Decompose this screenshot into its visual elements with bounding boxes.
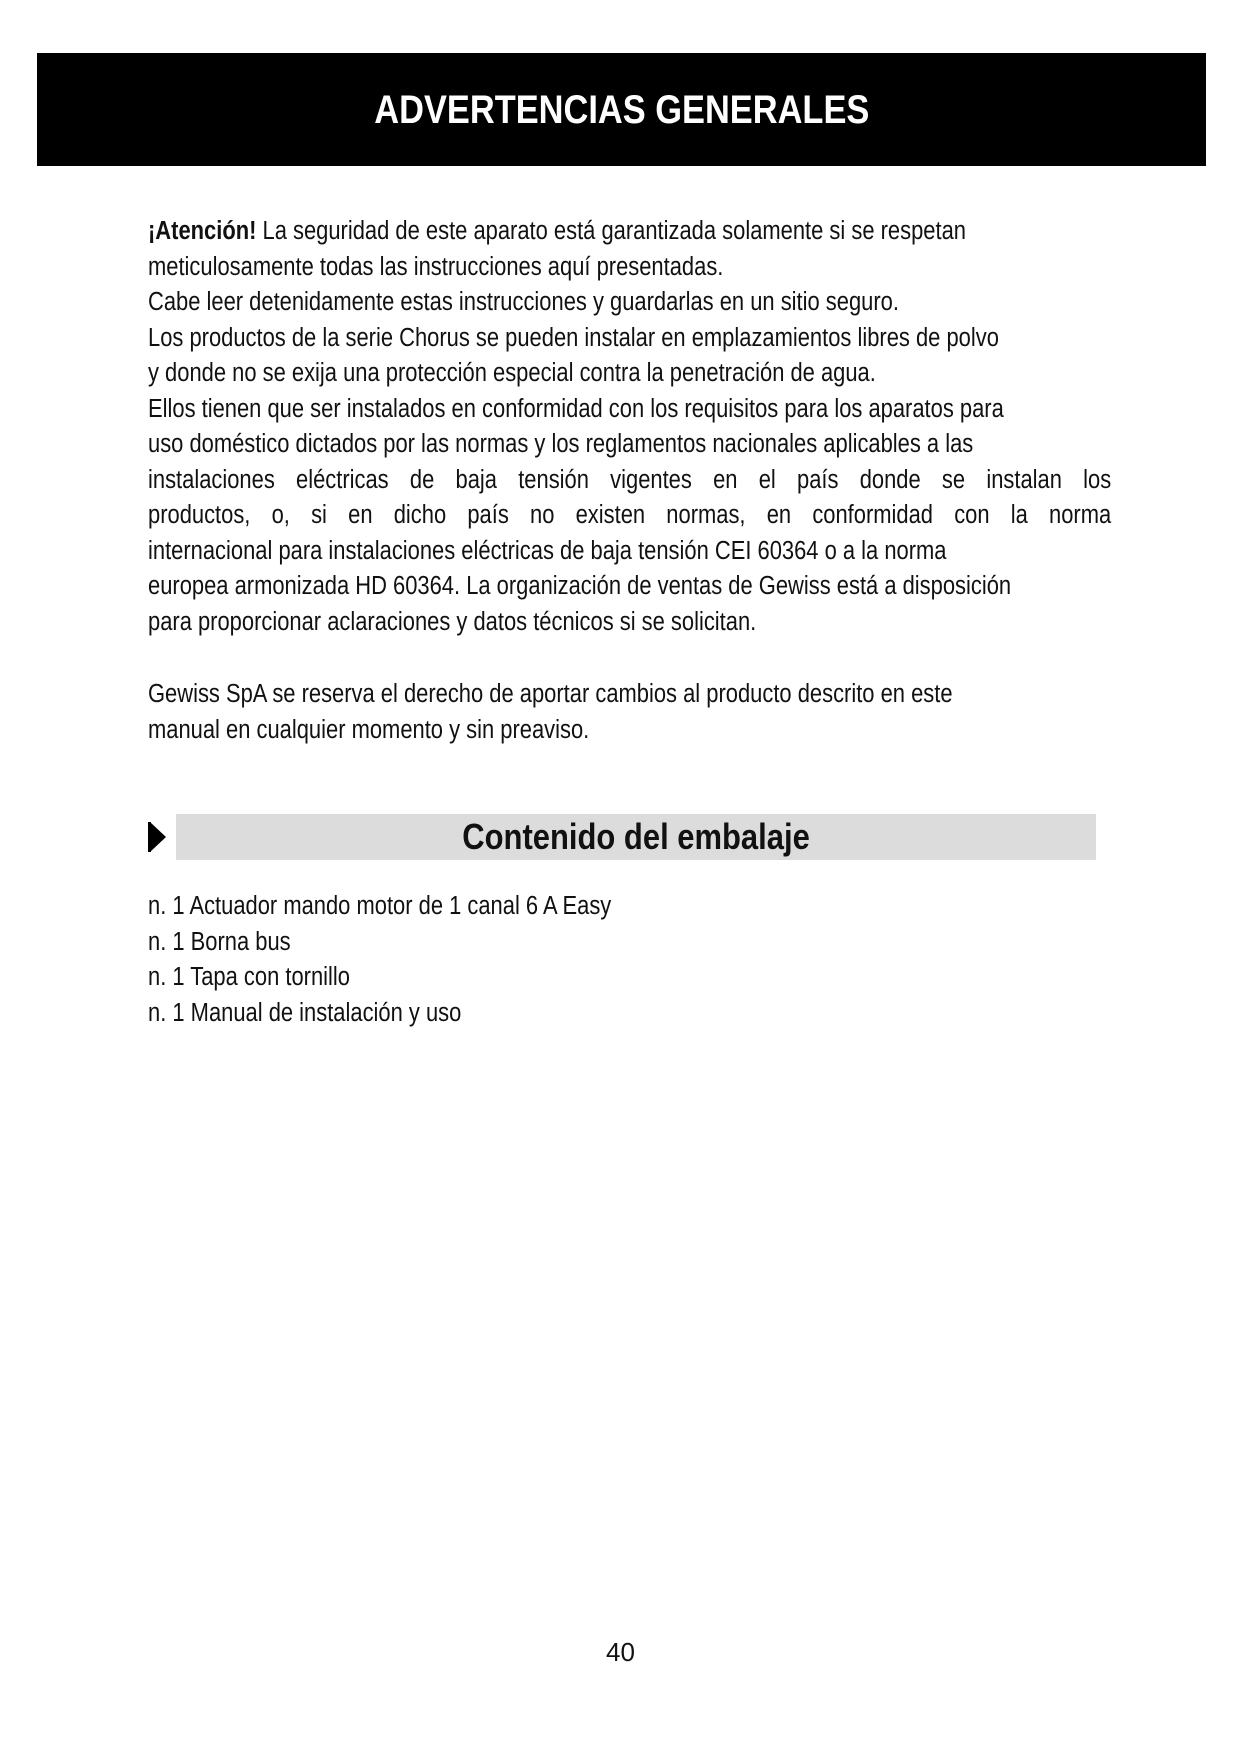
warning-line-8: instalaciones eléctricas de baja tensión vigentes en el país donde se instalan los	[148, 465, 1112, 494]
warning-line-11: europea armonizada HD 60364. La organización de ventas de Gewiss está a disposición	[148, 572, 1012, 600]
notice-paragraph	[148, 677, 1111, 748]
header-bar	[37, 53, 1206, 166]
warning-line-10: internacional para instalaciones eléctricas de baja tensión CEI 60364 o a la norma	[148, 536, 947, 565]
warning-line-1	[148, 214, 1111, 250]
warning-line-3: Cabe leer detenidamente estas instrucciones y guardarlas en un sitio seguro.	[148, 288, 899, 316]
list-item: n. 1 Tapa con tornillo	[148, 963, 350, 991]
package-section-header	[148, 814, 1098, 860]
warning-line-5: y donde no se exija una protección especial contra la penetración de agua.	[148, 359, 876, 387]
change-notice	[148, 677, 1241, 748]
play-arrow-icon	[150, 822, 166, 852]
list-item: n. 1 Borna bus	[148, 927, 291, 956]
section-title-box	[176, 814, 1096, 860]
list-item: n. 1 Actuador mando motor de 1 canal 6 A Easy	[148, 892, 612, 920]
warning-section	[148, 214, 1112, 640]
package-contents-list	[148, 889, 687, 1031]
notice-line-1: Gewiss SpA se reserva el derecho de aportar cambios al producto descrito en este	[148, 680, 953, 708]
page-number: 40	[606, 1637, 635, 1667]
warning-line-9: productos, o, si en dicho país no existen normas, en conformidad con la norma	[148, 501, 1112, 529]
section-title: Contenido del embalaje	[462, 816, 810, 857]
warning-line-2: meticulosamente todas las instrucciones aquí presentadas.	[148, 252, 724, 281]
warning-line-12: para proporcionar aclaraciones y datos técnicos si se solicitan.	[148, 607, 757, 636]
warning-line-1-text: La seguridad de este aparato está garantizada solamente si se respetan	[256, 217, 966, 245]
page-title: ADVERTENCIAS GENERALES	[373, 88, 870, 132]
warning-line-6: Ellos tienen que ser instalados en conformidad con los requisitos para los aparatos para	[148, 394, 1004, 423]
list-item: n. 1 Manual de instalación y uso	[148, 998, 462, 1027]
notice-line-2: manual en cualquier momento y sin preaviso.	[148, 715, 590, 744]
warning-line-7: uso doméstico dictados por las normas y los reglamentos nacionales aplicables a las	[148, 430, 974, 458]
attention-label: ¡Atención!	[148, 217, 257, 245]
warning-line-4: Los productos de la serie Chorus se pueden instalar en emplazamientos libres de polvo	[148, 323, 999, 352]
warning-paragraph	[148, 214, 1111, 640]
